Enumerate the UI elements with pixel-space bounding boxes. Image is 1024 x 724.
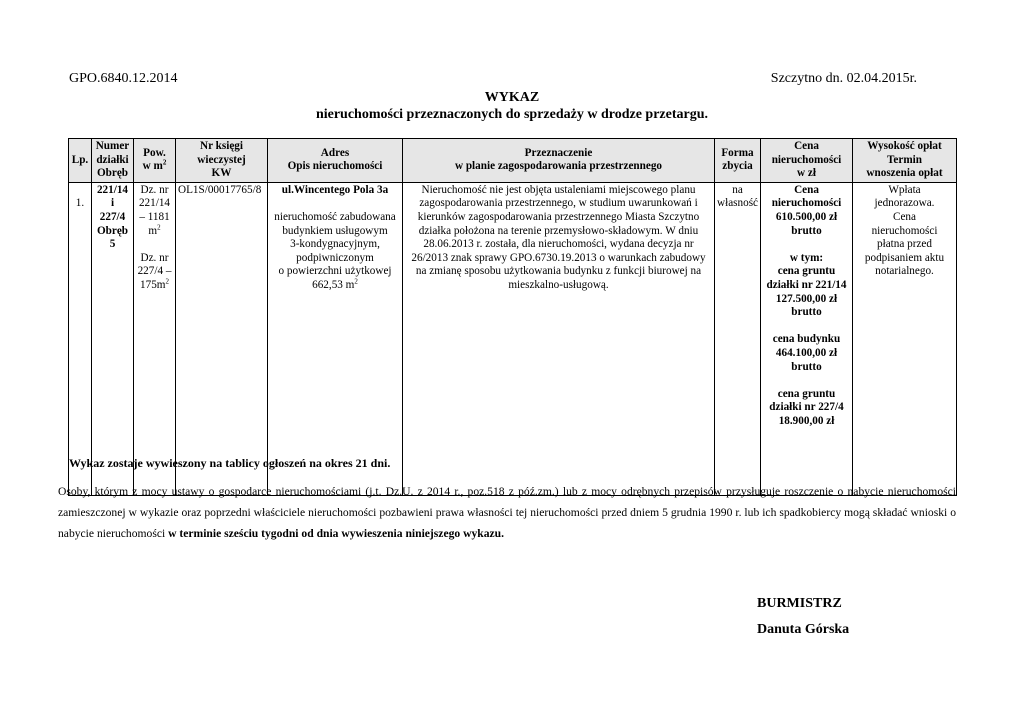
cell-forma: na własność (715, 182, 761, 495)
cell-przeznaczenie: Nieruchomość nie jest objęta ustaleniami miejscowego planu zagospodarowania przestrzennego, w studium uwarunkowań i kierunków zagospodarowania przestrzennego Miasta Szczytno działka położona na terenie przemysłowo-składowym. W dniu 28.06.2013 r. została, dla nieruchomości, wydana decyzja nr 26/2013 znak sprawy GPO.6730.19.2013 o warunkach zabudowy na zmianę sposobu użytkowania budynku z funkcji biurowej na mieszkalno-usługową. (403, 182, 715, 495)
address-street: ul.Wincentego Pola 3a (281, 183, 389, 196)
table-header-row (69, 139, 957, 183)
header-forma: Forma zbycia (715, 139, 761, 183)
table-row (69, 182, 957, 495)
cell-ksiega: OL1S/00017765/8 (176, 182, 268, 495)
document-subtitle: nieruchomości przeznaczonych do sprzedaży w drodze przetargu. (315, 107, 709, 122)
header-przeznaczenie: Przeznaczenie w planie zagospodarowania przestrzennego (403, 139, 715, 183)
cell-oplaty: Wpłata jednorazowa. Cena nieruchomości płatna przed podpisaniem aktu notarialnego. (853, 182, 957, 495)
header-adres: Adres Opis nieruchomości (268, 139, 403, 183)
cell-pow: Dz. nr 221/14 – 1181 $m^2$ Dz. nr 227/4 – $175m^2$ (134, 182, 176, 495)
document-title: WYKAZ (484, 90, 540, 105)
case-number: GPO.6840.12.2014 (69, 71, 178, 86)
claims-notice: Osoby, którym z mocy ustawy o gospodarce nieruchomościami (j.t. Dz.U. z 2014 r., poz.518 z póź.zm.) lub z mocy odrębnych przepisów przysługuje roszczenie o nabycie nieruchomości zamieszczonej w wykazie oraz poprzedni właściciele nieruchomości pozbawieni prawa własności tej nieruchomości przed dniem 5 grudnia 1990 r. lub ich spadkobiercy mogą składać wnioski o nabycie nieruchomości w terminie sześciu tygodni od dnia wywieszenia niniejszego wykazu. (58, 485, 956, 540)
cell-cena: Cena nieruchomości 610.500,00 zł brutto w tym: cena gruntu działki nr 221/14 127.500,00 zł brutto cena budynku 464.100,00 zł brutto cena gruntu działki nr 227/4 18.900,00 zł (761, 182, 853, 495)
display-period-note: Wykaz zostaje wywieszony na tablicy ogłoszeń na okres 21 dni. (69, 456, 391, 470)
property-table (68, 138, 957, 496)
signatory-title: BURMISTRZ (757, 596, 842, 611)
city-date: Szczytno dn. 02.04.2015r. (770, 71, 917, 86)
cell-lp: 1. (69, 182, 92, 495)
header-numer: Numer działki Obręb (92, 139, 134, 183)
cell-adres: ul.Wincentego Pola 3a nieruchomość zabudowana budynkiem usługowym 3-kondygnacyjnym, podpiwniczonym o powierzchni użytkowej 662,53 $m^2$ (268, 182, 403, 495)
header-oplaty: Wysokość opłat Termin wnoszenia opłat (853, 139, 957, 183)
signatory-name: Danuta Górska (757, 622, 850, 637)
cell-numer: 221/14 i 227/4 Obręb 5 (92, 182, 134, 495)
header-pow: Pow. w $m^2$ (134, 139, 176, 183)
header-lp: Lp. (69, 139, 92, 183)
header-cena: Cena nieruchomości w zł (761, 139, 853, 183)
header-ksiega: Nr księgi wieczystej KW (176, 139, 268, 183)
